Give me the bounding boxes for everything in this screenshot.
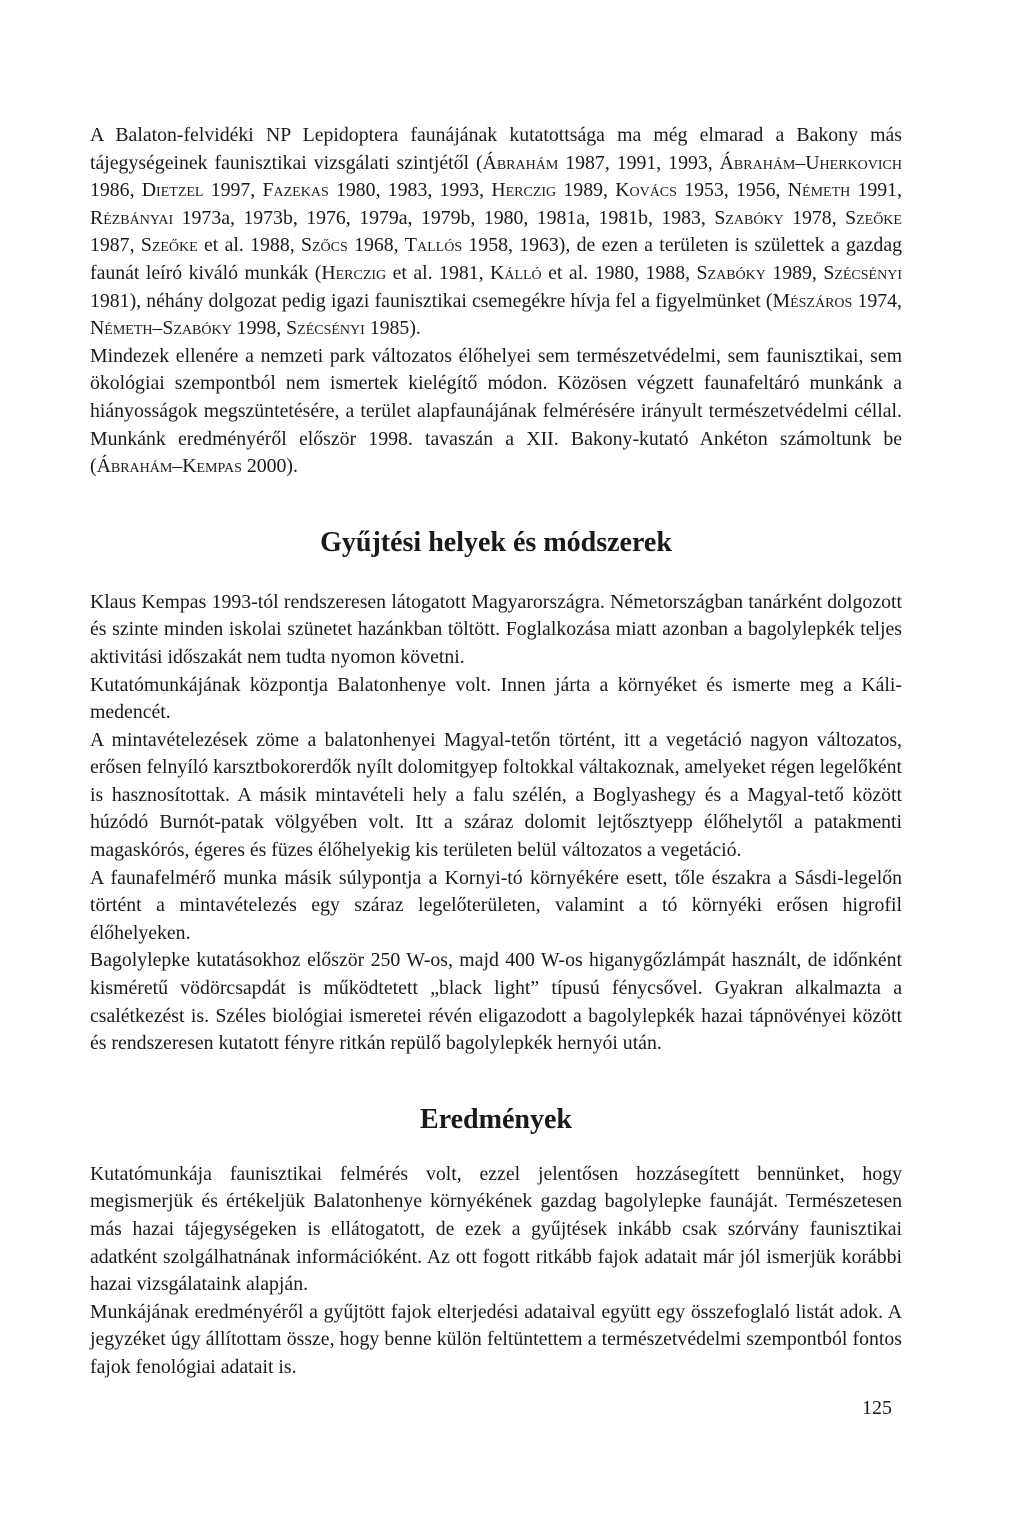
text-run: 1978,	[783, 206, 846, 229]
author-name: Herczig	[491, 179, 557, 202]
author-name: Tallós	[404, 234, 463, 257]
text-run: 1953, 1956,	[676, 179, 788, 202]
text-run: 1968,	[347, 234, 405, 257]
text-run: et al. 1980, 1988,	[541, 261, 697, 284]
text-run: et al. 1981,	[386, 261, 491, 284]
section-heading-methods: Gyűjtési helyek és módszerek	[320, 526, 672, 558]
author-name: Szőcs	[300, 234, 348, 257]
author-name: Ábrahám–Uherkovich	[719, 151, 902, 174]
text-run: 1998,	[231, 317, 287, 340]
text-run: et al. 1988,	[197, 234, 301, 257]
text-run: 1989,	[765, 261, 824, 284]
text-run: 1991,	[850, 179, 902, 202]
section-heading-results: Eredmények	[420, 1103, 572, 1135]
author-name: Szabóky	[696, 261, 766, 284]
author-name: Szeőke	[845, 206, 902, 229]
author-name: Ábrahám	[482, 151, 559, 174]
author-name: Szécsényi	[286, 317, 365, 340]
results-paragraph-1: Kutatómunkája faunisztikai felmérés volt, ezzel jelentősen hozzásegített bennünket, hogy megismerjük és értékeljük Balatonhenye környékének gazdag bagolylepke faunáját. Természetesen más hazai tájegységeken is ellátogatott, de ezek a gyűjtések inkább csak szórvány faunisztikai adatként szolgálhatnának információként. Az ott fogott ritkább fajok adatait már jól ismerjük korábbi hazai vizsgálataink alapján.	[90, 1162, 902, 1296]
text-run: 1986,	[90, 179, 142, 202]
results-paragraph-2: Munkájának eredményéről a gyűjtött fajok elterjedési adataival együtt egy összefoglaló listát adok. A jegyzéket úgy állítottam össze, hogy benne külön feltüntettem a természetvédelmi szempontból fontos fajok fenológiai adatait is.	[90, 1300, 902, 1378]
author-name: Szécsényi	[823, 261, 902, 284]
methods-paragraph-5: Bagolylepke kutatásokhoz először 250 W-os, majd 400 W-os higanygőzlámpát használt, de időnként kisméretű vödörcsapdát is működtetett „black light” típusú fénycsővel. Gyakran alkalmazta a csalétkezést is. Széles biológiai ismeretei révén eligazodott a bagolylepkék hazai tápnövényei között és rendszeresen kutatott fényre ritkán repülő bagolylepkék hernyói után.	[90, 949, 902, 1055]
author-name: Németh	[787, 179, 851, 202]
text-run: 1974,	[852, 289, 903, 312]
author-name: Szabóky	[714, 206, 784, 229]
text-run: 1987, 1991, 1993,	[558, 151, 720, 174]
text-run: 1989,	[556, 179, 616, 202]
intro-paragraph-1	[90, 122, 902, 343]
text-run: 1973a, 1973b, 1976, 1979a, 1979b, 1980, 1981a, 1981b, 1983,	[173, 206, 715, 229]
author-name: Kálló	[490, 261, 542, 284]
text-run: 1985).	[364, 317, 421, 340]
methods-paragraph-4: A faunafelmérő munka másik súlypontja a Kornyi-tó környékére esett, tőle északra a Sásdi-legelőn történt a mintavételezés egy száraz legelőterületen, valamint a tó környéki erősen higrofil élőhelyeken.	[90, 866, 902, 944]
methods-paragraph-3: A mintavételezések zöme a balatonhenyei Magyal-tetőn történt, itt a vegetáció nagyon változatos, erősen felnyíló karsztbokorerdők nyílt dolomitgyep foltokkal váltakoznak, amelyeket régen legelőként is hasznosítottak. A másik mintavételi hely a falu szélén, a Boglyashegy és a Magyal-tető között húzódó Burnót-patak völgyében volt. Itt a száraz dolomit lejtősztyepp élőhelytől a patakmenti magaskórós, égeres és füzes élőhelyekig kis területen belül változatos a vegetáció.	[90, 728, 902, 862]
text-run: Mindezek ellenére a nemzeti park változatos élőhelyei sem természetvédelmi, sem faunisztikai, sem ökológiai szempontból nem ismertek kielégítő módon. Közösen végzett faunafeltáró munkánk a hiányosságok megszüntetésére, a terület alapfaunájának felmérésére irányult természetvédelmi céllal. Munkánk eredményéről először 1998. tavaszán a XII. Bakony-kutató Ankéton számoltunk be (	[90, 344, 902, 478]
author-name: Ábrahám–Kempas	[96, 455, 242, 478]
author-name: Szeőke	[140, 234, 198, 257]
author-name: Németh–Szabóky	[90, 317, 232, 340]
page-body	[90, 122, 902, 1382]
text-run: 1958, 1963), de ezen a területen is születtek a gazdag faunát leíró kiváló munkák (	[90, 234, 902, 284]
author-name: Mészáros	[772, 289, 853, 312]
text-run: 1987,	[90, 234, 141, 257]
text-run: A Balaton-felvidéki NP Lepidoptera faunájának kutatottsága ma még elmarad a Bakony más tájegységeinek faunisztikai vizsgálati szintjétől (	[90, 124, 902, 174]
text-run: 2000).	[241, 455, 298, 478]
methods-paragraph-2: Kutatómunkájának központja Balatonhenye volt. Innen járta a környéket és ismerte meg a Káli-medencét.	[90, 673, 902, 724]
author-name: Kovács	[615, 179, 677, 202]
author-name: Fazekas	[262, 179, 329, 202]
author-name: Rézbányai	[90, 206, 174, 229]
text-run: 1981), néhány dolgozat pedig igazi faunisztikai csemegékre hívja fel a figyelmünket (	[90, 289, 773, 312]
author-name: Dietzel	[141, 179, 204, 202]
page-number: 125	[862, 1397, 892, 1419]
text-run: 1980, 1983, 1993,	[328, 179, 492, 202]
methods-paragraph-1: Klaus Kempas 1993-tól rendszeresen látogatott Magyarországra. Németországban tanárként dolgozott és szinte minden iskolai szünetet hazánkban töltött. Foglalkozása miatt azonban a bagolylepkék teljes aktivitási időszakát nem tudta nyomon követni.	[90, 590, 902, 668]
text-run: 1997,	[203, 179, 263, 202]
intro-paragraph-2	[90, 343, 902, 481]
author-name: Herczig	[321, 261, 387, 284]
